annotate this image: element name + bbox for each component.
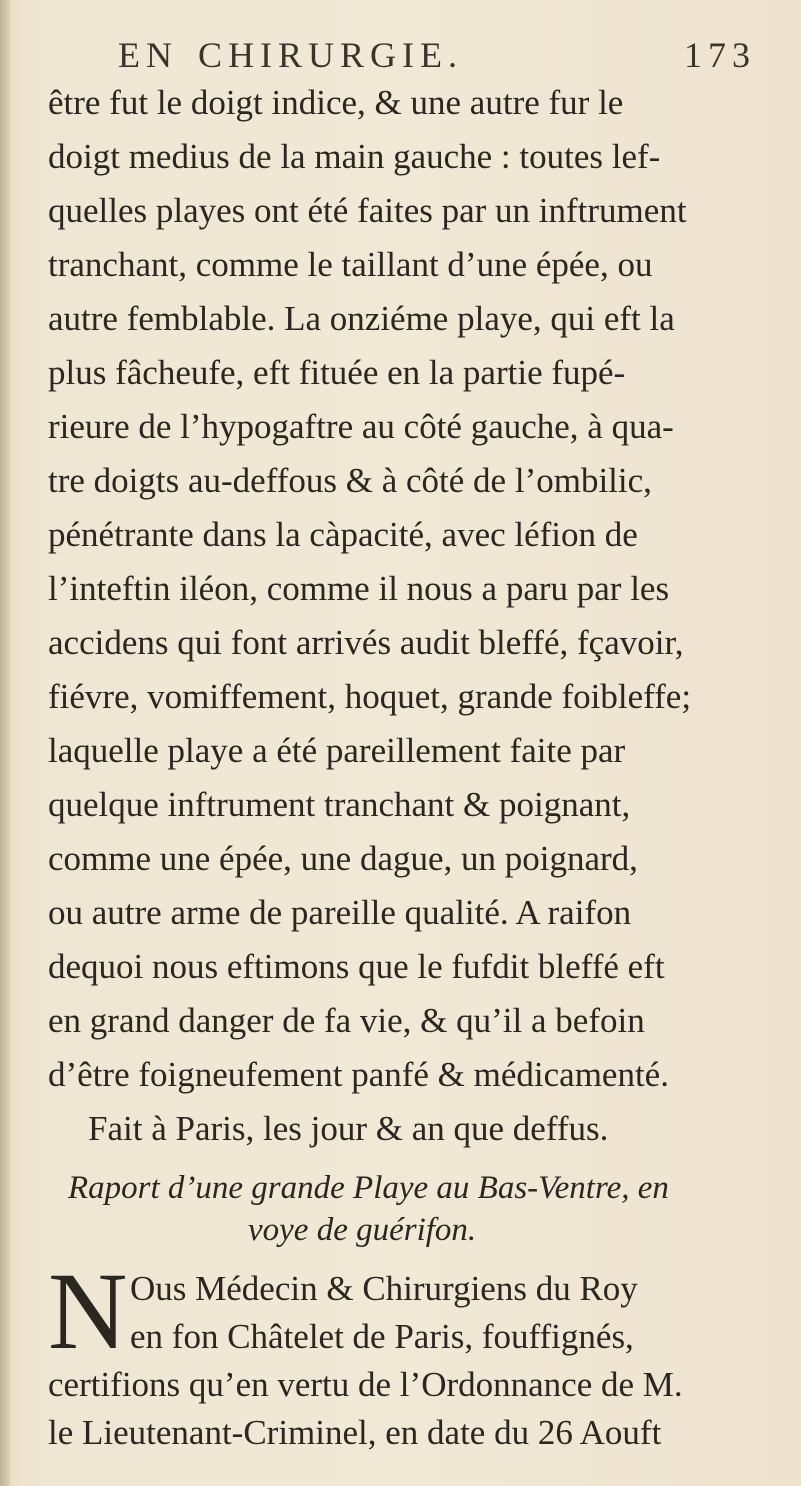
body-line: en fon Châtelet de Paris, fouffignés, xyxy=(130,1317,634,1356)
running-head-left: EN xyxy=(118,35,178,75)
page-gutter xyxy=(0,0,10,1486)
body-line: Ous Médecin & Chirurgiens du Roy xyxy=(130,1269,638,1308)
body-line: ou autre arme de pareille qualité. A raifon xyxy=(48,893,632,932)
body-line: quelles playes ont été faites par un inftrument xyxy=(48,191,687,230)
drop-cap: N xyxy=(48,1250,128,1372)
body-line: d’être foigneufement panfé & médicamenté. xyxy=(48,1055,669,1094)
body-line: tre doigts au-deffous & à côté de l’ombilic, xyxy=(48,461,652,500)
body-line: fiévre, vomiffement, hoquet, grande foibleffe; xyxy=(48,677,692,716)
body-line: rieure de l’hypogaftre au côté gauche, à qua- xyxy=(48,407,674,446)
body-line: doigt medius de la main gauche : toutes lef- xyxy=(48,137,661,176)
body-line: autre femblable. La onziéme playe, qui eft la xyxy=(48,299,675,338)
body-line: le Lieutenant-Criminel, en date du 26 Aouft xyxy=(48,1413,662,1452)
body-line: comme une épée, une dague, un poignard, xyxy=(48,839,638,878)
body-line: tranchant, comme le taillant d’une épée, ou xyxy=(48,245,653,284)
running-head-title: CHIRURGIE. xyxy=(198,35,463,75)
body-line: certifions qu’en vertu de l’Ordonnance de M. xyxy=(48,1365,683,1404)
section-heading-line-1: Raport d’une grande Playe au Bas-Ventre, en xyxy=(68,1170,669,1206)
body-line: l’inteftin iléon, comme il nous a paru par les xyxy=(48,569,670,608)
section-heading-line-2: voye de guérifon. xyxy=(248,1212,477,1248)
page-number: 173 xyxy=(684,35,756,75)
body-line: être fut le doigt indice, & une autre fur le xyxy=(48,83,624,122)
body-line: dequoi nous eftimons que le fufdit bleffé eft xyxy=(48,947,665,986)
closing-line: Fait à Paris, les jour & an que deffus. xyxy=(88,1109,609,1148)
body-line: laquelle playe a été pareillement faite par xyxy=(48,731,626,770)
body-line: quelque inftrument tranchant & poignant, xyxy=(48,785,631,824)
body-line: pénétrante dans la càpacité, avec léfion de xyxy=(48,515,638,554)
body-line: accidens qui font arrivés audit bleffé, fçavoir, xyxy=(48,623,684,662)
body-line: plus fâcheufe, eft fituée en la partie fupé- xyxy=(48,353,626,392)
body-line: en grand danger de fa vie, & qu’il a befoin xyxy=(48,1001,645,1040)
